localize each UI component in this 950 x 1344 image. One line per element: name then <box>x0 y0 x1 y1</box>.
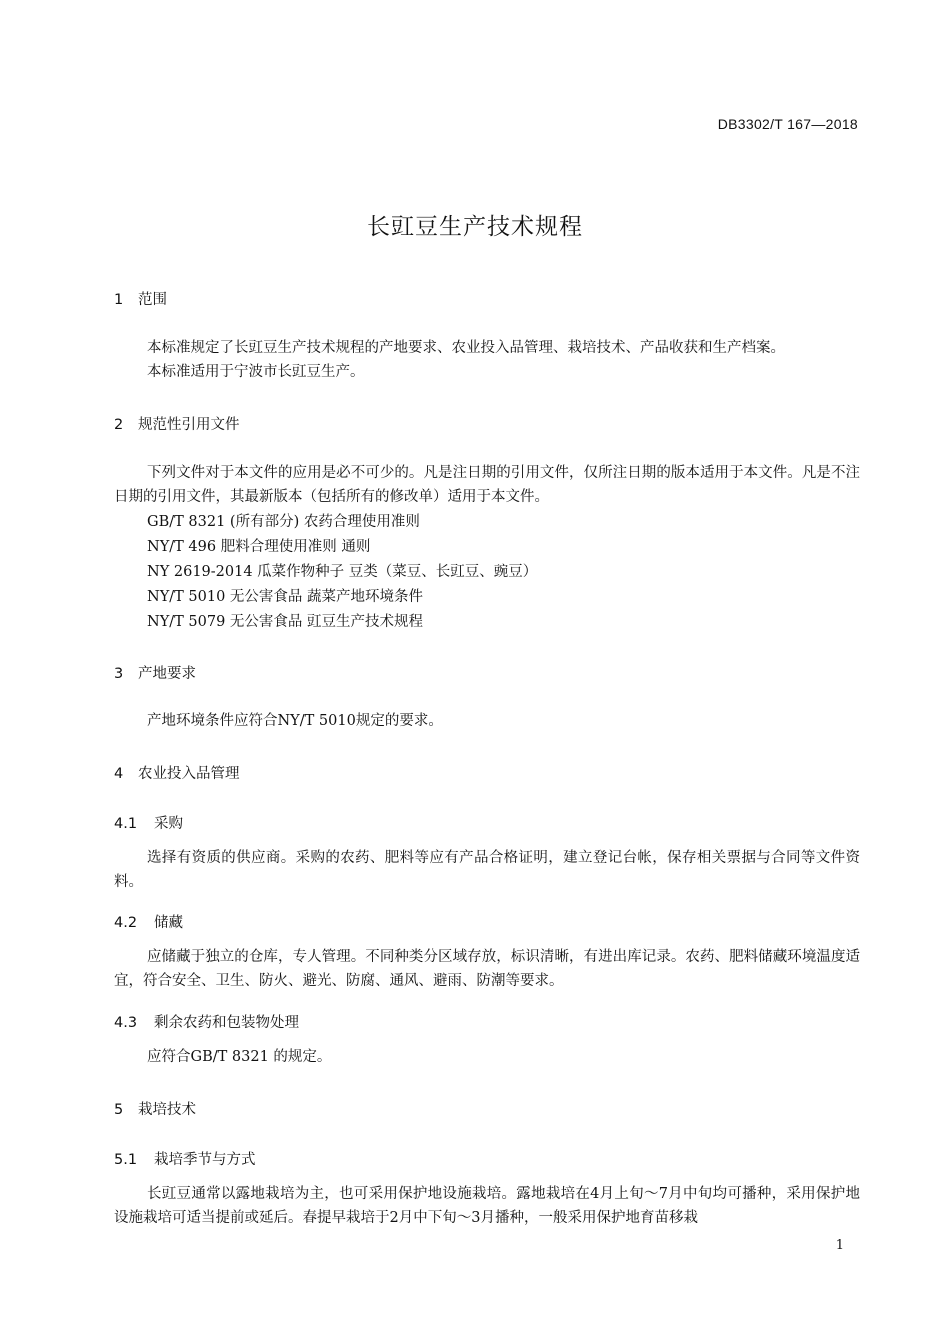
document-title: 长豇豆生产技术规程 <box>367 214 583 240</box>
section-title: 栽培季节与方式 <box>154 1152 256 1168</box>
section-title: 采购 <box>154 816 183 832</box>
section-title: 剩余农药和包装物处理 <box>154 1015 299 1031</box>
page-number: 1 <box>835 1238 844 1253</box>
reference-item: NY 2619-2014 瓜菜作物种子 豆类（菜豆、长豇豆、豌豆） <box>147 564 538 580</box>
reference-item: NY/T 5010 无公害食品 蔬菜产地环境条件 <box>147 589 424 605</box>
section-3-para: 产地环境条件应符合NY/T 5010规定的要求。 <box>147 713 443 729</box>
section-title: 规范性引用文件 <box>138 417 240 433</box>
section-2-intro: 下列文件对于本文件的应用是必不可少的。凡是注日期的引用文件，仅所注日期的版本适用于本文件。凡是不注日期的引用文件，其最新版本（包括所有的修改单）适用于本文件。 <box>114 465 860 505</box>
section-number: 1 <box>114 292 124 308</box>
reference-item: NY/T 496 肥料合理使用准则 通则 <box>147 539 371 555</box>
section-number: 2 <box>114 417 124 433</box>
section-number: 3 <box>114 666 124 682</box>
section-4-3-para: 应符合GB/T 8321 的规定。 <box>147 1049 332 1065</box>
section-number: 4.2 <box>114 915 138 931</box>
section-4-2-heading <box>114 911 183 932</box>
section-5-1-heading <box>114 1148 256 1169</box>
standard-code: DB3302/T 167—2018 <box>717 116 858 132</box>
section-number: 4.3 <box>114 1015 138 1031</box>
section-4-1-para: 选择有资质的供应商。采购的农药、肥料等应有产品合格证明，建立登记台帐，保存相关票据与合同等文件资料。 <box>114 850 860 890</box>
section-number: 5 <box>114 1102 124 1118</box>
section-4-1-heading <box>114 812 183 833</box>
section-number: 4 <box>114 766 124 782</box>
section-1-para-2: 本标准适用于宁波市长豇豆生产。 <box>147 364 365 380</box>
section-number: 5.1 <box>114 1152 138 1168</box>
reference-item: GB/T 8321 (所有部分) 农药合理使用准则 <box>147 514 420 530</box>
section-1-para-1: 本标准规定了长豇豆生产技术规程的产地要求、农业投入品管理、栽培技术、产品收获和生产档案。 <box>147 340 785 356</box>
section-2-heading <box>114 413 240 434</box>
section-1-heading <box>114 288 167 309</box>
section-title: 产地要求 <box>138 666 196 682</box>
section-title: 范围 <box>138 292 167 308</box>
section-title: 栽培技术 <box>138 1102 196 1118</box>
section-3-heading <box>114 662 196 683</box>
section-5-1-para: 长豇豆通常以露地栽培为主，也可采用保护地设施栽培。露地栽培在4月上旬～7月中旬均可播种，采用保护地设施栽培可适当提前或延后。春提早栽培于2月中下旬～3月播种，一般采用保护地育苗移栽 <box>114 1186 860 1226</box>
section-4-2-para: 应储藏于独立的仓库，专人管理。不同种类分区域存放，标识清晰，有进出库记录。农药、肥料储藏环境温度适宜，符合安全、卫生、防火、避光、防腐、通风、避雨、防潮等要求。 <box>114 949 860 989</box>
section-5-heading <box>114 1098 196 1119</box>
section-title: 农业投入品管理 <box>138 766 240 782</box>
section-title: 储藏 <box>154 915 183 931</box>
section-4-3-heading <box>114 1011 299 1032</box>
section-4-heading <box>114 762 240 783</box>
reference-item: NY/T 5079 无公害食品 豇豆生产技术规程 <box>147 614 424 630</box>
section-number: 4.1 <box>114 816 138 832</box>
